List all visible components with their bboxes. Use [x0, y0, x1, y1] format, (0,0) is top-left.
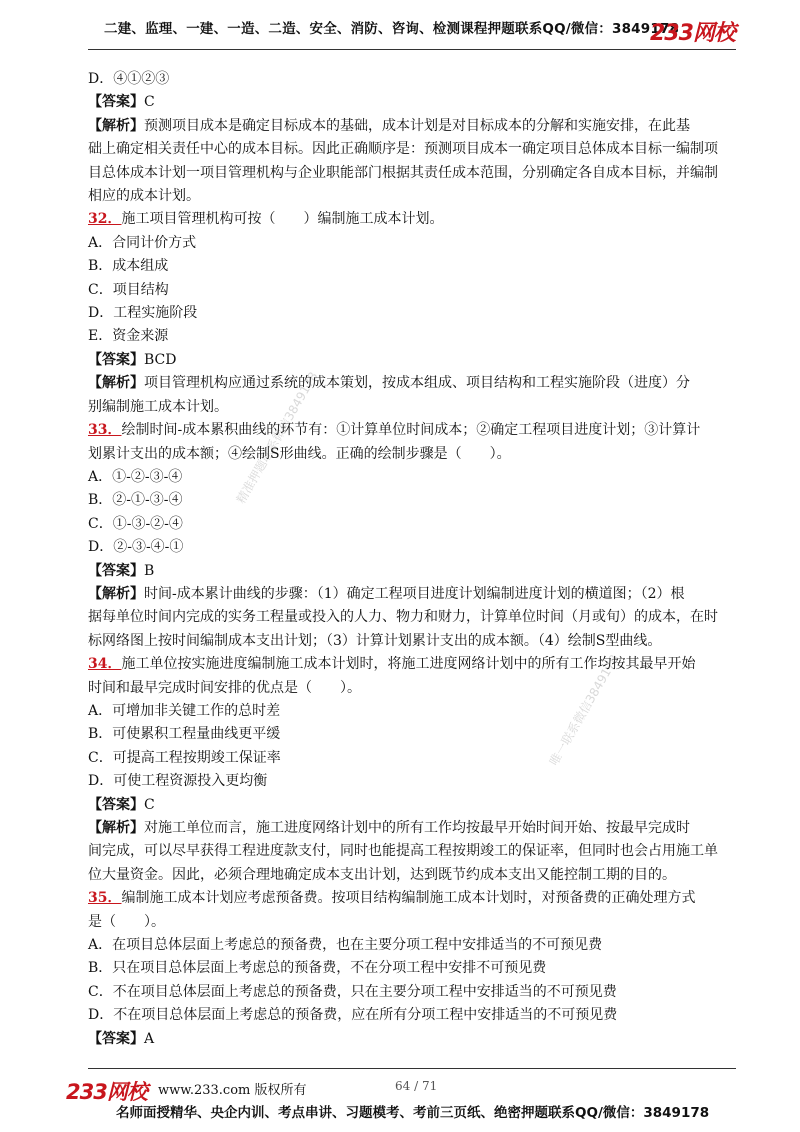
question-number: 34． [88, 656, 122, 673]
q35-stem: 35．编制施工成本计划应考虑预备费。按项目结构编制施工成本计划时，对预备费的正确处理方式 [88, 890, 696, 907]
q33-option: B．②-①-③-④ [88, 492, 183, 509]
answer-value: A [144, 1030, 155, 1047]
q33-analysis-line: 据每单位时间内完成的实务工程量或投入的人力、物力和财力，计算单位时间（月或旬）的成本，在时 [88, 609, 718, 626]
answer-label: 【答案】 [88, 1030, 144, 1047]
footer-site-link[interactable]: www.233.com 版权所有 [158, 1083, 307, 1098]
analysis-label: 【解析】 [88, 117, 144, 134]
question-number: 33． [88, 422, 122, 439]
analysis-label: 【解析】 [88, 820, 144, 836]
q35-option: B．只在项目总体层面上考虑总的预备费，不在分项工程中安排不可预见费 [88, 960, 547, 977]
q33-answer [88, 560, 740, 583]
analysis-label: 【解析】 [88, 585, 144, 602]
watermark-2: 唯一联系微信3849178 [546, 652, 622, 768]
analysis-label: 【解析】 [88, 375, 144, 392]
q32-option: D．工程实施阶段 [88, 305, 198, 322]
answer-label: 【答案】 [88, 562, 144, 579]
answer-value: B [144, 562, 155, 579]
q34-analysis-line: 位大量资金。因此，必须合理地确定成本支出计划，达到既节约成本支出又能控制工期的目的。 [88, 866, 676, 883]
q31-answer [88, 91, 740, 114]
q35-answer [88, 1028, 740, 1051]
q34-stem: 34．施工单位按实施进度编制施工成本计划时，将施工进度网络计划中的所有工作均按其最早开始 [88, 656, 696, 673]
answer-label: 【答案】 [88, 796, 144, 813]
q33-analysis-line: 标网络图上按时间编制成本支出计划；（3）计算计划累计支出的成本额。（4）绘制S型曲线。 [88, 632, 662, 649]
answer-value: C [144, 94, 155, 111]
answer-value: C [144, 796, 155, 813]
header-contact-text: 二建、监理、一建、一造、二造、安全、消防、咨询、检测课程押题联系QQ/微信：3849178 [104, 21, 680, 37]
question-number: 35． [88, 890, 122, 907]
header-divider [88, 49, 736, 50]
answer-value: BCD [144, 351, 177, 368]
q31-analysis-line: 相应的成本计划。 [88, 188, 200, 205]
q32-answer [88, 349, 740, 372]
q33-option: A．①-②-③-④ [88, 468, 183, 485]
footer-divider [88, 1068, 736, 1069]
q34-analysis-line: 间完成，可以尽早获得工程进度款支付，同时也能提高工程按期竣工的保证率，但同时也会占用施工单 [88, 843, 718, 860]
q34-option: D．可使工程资源投入更均衡 [88, 773, 268, 790]
q34-option: C．可提高工程按期竣工保证率 [88, 749, 281, 766]
q34-answer [88, 794, 740, 817]
q32-stem: 32．施工项目管理机构可按（ ）编制施工成本计划。 [88, 211, 444, 228]
q33-stem: 划累计支出的成本额；④绘制S形曲线。正确的绘制步骤是（ ）。 [88, 445, 511, 462]
q33-option: C．①-③-②-④ [88, 515, 183, 532]
q31-analysis-line: 目总体成本计划一项目管理机构与企业职能部门根据其责任成本范围，分别确定各自成本目标，并编制 [88, 164, 718, 181]
footer-logo: 233网校 [66, 1080, 147, 1104]
q35-option: A．在项目总体层面上考虑总的预备费，也在主要分项工程中安排适当的不可预见费 [88, 937, 603, 954]
q33-option: D．②-③-④-① [88, 539, 184, 556]
footer-contact-text: 名师面授精华、央企内训、考点串讲、习题模考、考前三页纸、绝密押题联系QQ/微信：3849178 [116, 1105, 710, 1121]
document-body [88, 68, 740, 1051]
q31-option-d: D．④①②③ [88, 71, 170, 87]
q32-analysis-line: 【解析】项目管理机构应通过系统的成本策划，按成本组成、项目结构和工程实施阶段（进度）分 [88, 375, 690, 392]
q32-option: C．项目结构 [88, 281, 169, 298]
q33-stem: 33．绘制时间-成本累积曲线的环节有：①计算单位时间成本；②确定工程项目进度计划；③计算计 [88, 422, 701, 439]
q34-option: A．可增加非关键工作的总时差 [88, 702, 281, 719]
page-header [0, 0, 800, 50]
page-number: 64 / 71 [395, 1079, 438, 1093]
q35-option: C．不在项目总体层面上考虑总的预备费，只在主要分项工程中安排适当的不可预见费 [88, 983, 617, 1000]
q31-analysis-line: 础上确定相关责任中心的成本目标。因此正确顺序是：预测项目成本一确定项目总体成本目标一编制项 [88, 141, 718, 158]
q33-analysis-line: 【解析】时间-成本累计曲线的步骤：（1）确定工程项目进度计划编制进度计划的横道图；（2）根 [88, 585, 685, 602]
q34-analysis-line: 【解析】对施工单位而言，施工进度网络计划中的所有工作均按最早开始时间开始、按最早完成时 [88, 820, 690, 836]
q31-analysis-line: 【解析】预测项目成本是确定目标成本的基础，成本计划是对目标成本的分解和实施安排，在此基 [88, 117, 690, 134]
q34-option: B．可使累积工程量曲线更平缓 [88, 726, 281, 743]
q32-analysis-line: 别编制施工成本计划。 [88, 398, 228, 415]
q35-option: D．不在项目总体层面上考虑总的预备费，应在所有分项工程中安排适当的不可预见费 [88, 1007, 618, 1024]
question-number: 32． [88, 211, 122, 228]
answer-label: 【答案】 [88, 351, 144, 368]
watermark-1: 精准押题联系微信3849178 [233, 369, 321, 506]
q32-option: E．资金来源 [88, 328, 169, 345]
answer-label: 【答案】 [88, 94, 144, 111]
q35-stem: 是（ ）。 [88, 913, 165, 930]
q32-option: A．合同计价方式 [88, 234, 197, 251]
q32-option: B．成本组成 [88, 258, 169, 275]
q34-stem: 时间和最早完成时间安排的优点是（ ）。 [88, 679, 361, 696]
header-logo: 233网校 [650, 21, 735, 46]
